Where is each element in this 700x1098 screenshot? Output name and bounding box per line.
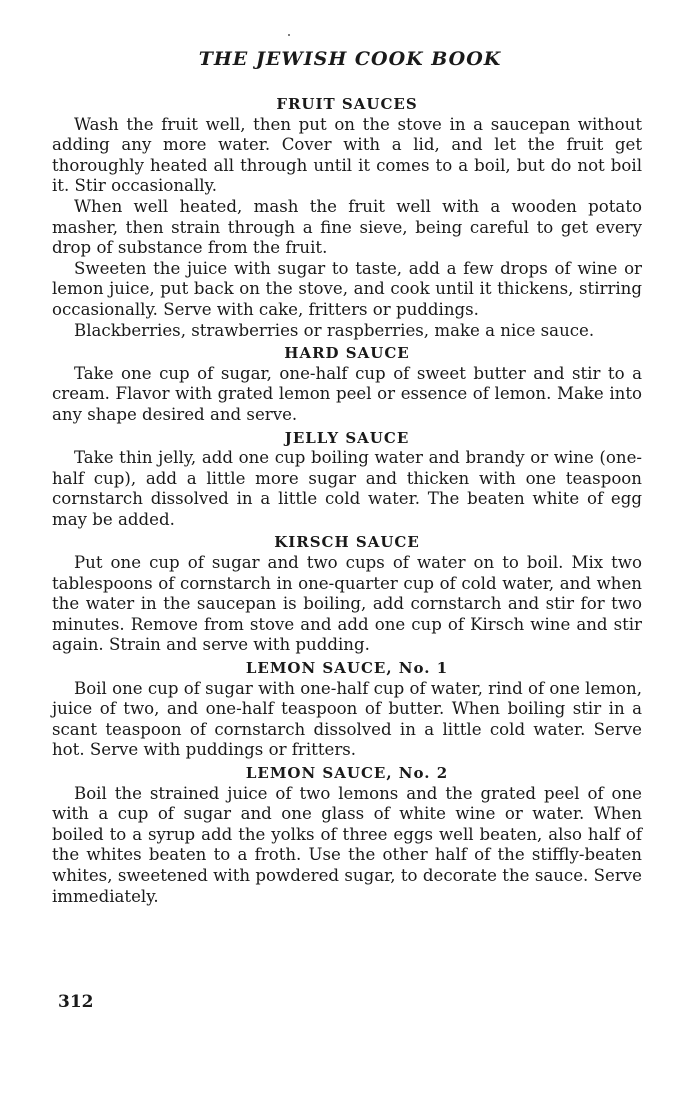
recipe-paragraph: Take one cup of sugar, one-half cup of sweet butter and stir to a cream. Flavor with grated lemon peel or essence of lemon. Make into any shape desired and serve. bbox=[52, 363, 642, 424]
section-heading: KIRSCH SAUCE bbox=[274, 533, 420, 552]
recipe-paragraph: Boil one cup of sugar with one-half cup of water, rind of one lemon, juice of two, and one-half teaspoon of butter. When boiling stir in a scant teaspoon of cornstarch dissolved in a little cold water. Serve hot. Serve with puddings or fritters. bbox=[52, 678, 642, 760]
recipe-paragraph: Take thin jelly, add one cup boiling water and brandy or wine (one-half cup), add a little more sugar and thicken with one teaspoon cornstarch dissolved in a little cold water. The beaten white of egg may be added. bbox=[52, 448, 642, 529]
section-heading: LEMON SAUCE, No. 2 bbox=[245, 764, 449, 782]
page-body bbox=[52, 92, 642, 907]
page-number: 312 bbox=[58, 992, 94, 1012]
recipe-paragraph: Sweeten the juice with sugar to taste, add a few drops of wine or lemon juice, put back on the stove, and cook until it thickens, stirring occasionally. Serve with cake, fritters or puddings. bbox=[52, 258, 642, 319]
recipe-paragraph: Wash the fruit well, then put on the stove in a saucepan without adding any more water. Cover with a lid, and let the fruit get thoroughly heated all through until it comes to a boil, but do not boil it. Stir occasionally. bbox=[52, 114, 642, 196]
recipe-paragraph: Boil the strained juice of two lemons and the grated peel of one with a cup of sugar and one glass of white wine or water. When boiled to a syrup add the yolks of three eggs well beaten, also half of the whites beaten to a froth. Use the other half of the stiffly-beaten whites, sweetened with powdered sugar, to decorate the sauce. Serve immediately. bbox=[52, 783, 642, 906]
section-heading: LEMON SAUCE, No. 1 bbox=[245, 659, 449, 678]
running-head: THE JEWISH COOK BOOK bbox=[198, 48, 502, 70]
recipe-paragraph: When well heated, mash the fruit well with a wooden potato masher, then strain through a fine sieve, being careful to get every drop of substance from the fruit. bbox=[52, 196, 642, 258]
print-speck bbox=[288, 34, 290, 36]
section-heading: FRUIT SAUCES bbox=[276, 95, 418, 113]
recipe-paragraph: Put one cup of sugar and two cups of water on to boil. Mix two tablespoons of cornstarch in one-quarter cup of cold water, and when the water in the saucepan is boiling, add cornstarch and stir for two minutes. Remove from stove and add one cup of Kirsch wine and stir again. Strain and serve with pudding. bbox=[52, 553, 642, 655]
section-heading: JELLY SAUCE bbox=[284, 428, 410, 447]
section-heading: HARD SAUCE bbox=[284, 344, 410, 363]
recipe-paragraph: Blackberries, strawberries or raspberries, make a nice sauce. bbox=[74, 320, 595, 340]
